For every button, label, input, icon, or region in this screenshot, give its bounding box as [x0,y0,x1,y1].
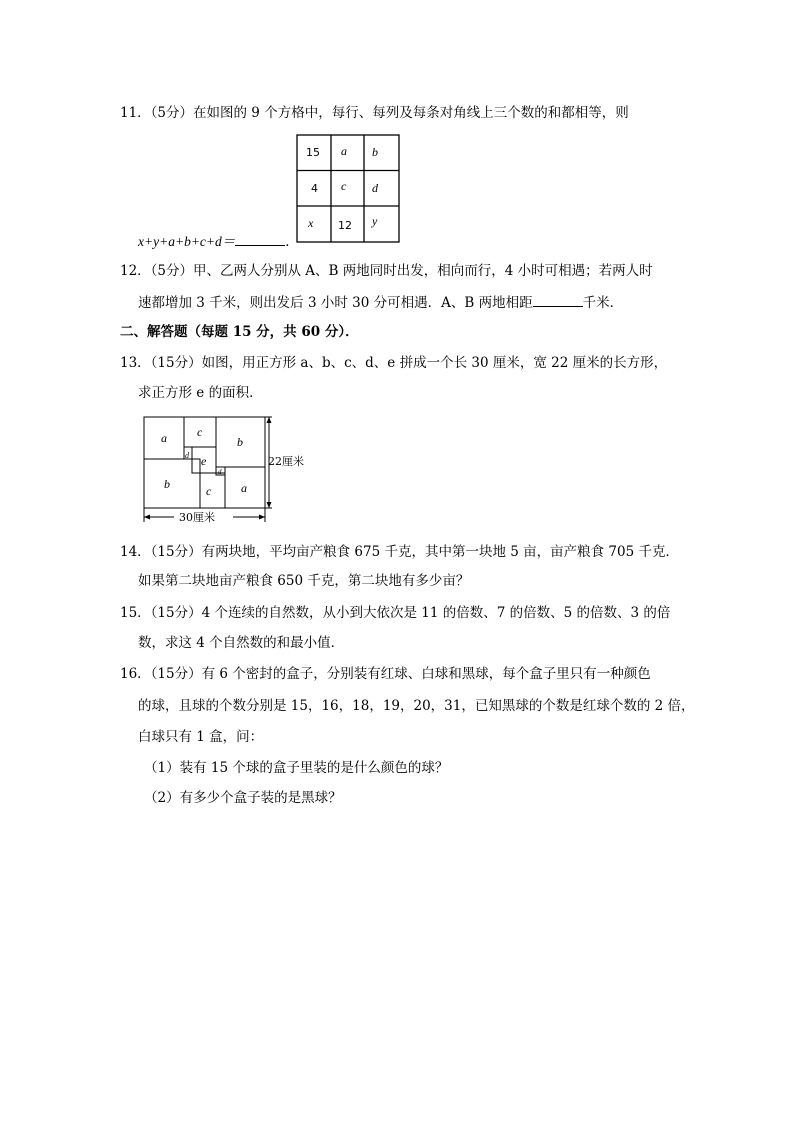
square-c-bottom-label: c [206,484,212,498]
q14-line1: 14．（15分）有两块地，平均亩产粮食 675 千克，其中第一块地 5 亩，亩产粮食 705 千克． [120,544,679,560]
square-d-lower-label: d [218,468,222,476]
q11-line2 [138,233,299,251]
q11-answer-blank[interactable] [235,233,285,246]
height-dimension-label: 22厘米 [268,455,304,468]
grid-cell-9: y [372,214,378,228]
square-a-bottom-label: a [241,481,247,495]
grid-cell-2: a [341,144,347,158]
square-e-label: e [201,454,207,468]
grid-cell-4: 4 [311,182,318,195]
q14-line2: 如果第二块地亩产粮食 650 千克，第二块地有多少亩？ [138,573,470,589]
q12-line2 [138,294,623,312]
grid-cell-1: 15 [306,146,320,159]
grid-cell-5: c [341,179,347,193]
q11-line1: 11．（5分）在如图的 9 个方格中，每行、每列及每条对角线上三个数的和都相等，则 [120,105,629,121]
q12-line2a: 速都增加 3 千米，则出发后 3 小时 30 分可相遇．A、B 两地相距 [138,295,533,311]
grid-cell-8: 12 [338,219,352,232]
grid-cell-6: d [372,181,378,195]
section-2-title: 二、解答题（每题 15 分，共 60 分）． [120,324,359,340]
q16-line1: 16．（15分）有 6 个密封的盒子，分别装有红球、白球和黑球，每个盒子里只有一种颜色 [120,666,651,682]
q16-sub1: （1）装有 15 个球的盒子里装的是什么颜色的球？ [144,760,449,776]
width-dimension-label: 30厘米 [179,511,215,524]
q16-sub2: （2）有多少个盒子装的是黑球？ [144,790,342,806]
q11-magic-square [296,134,400,244]
grid-cell-7: x [308,216,314,230]
q12-line1: 12．（5分）甲、乙两人分别从 A、B 两地同时出发，相向而行，4 小时可相遇；若两人时 [120,263,653,279]
q11-formula: x+y+a+b+c+d＝ [138,234,236,249]
square-a-top-label: a [161,431,167,445]
q16-line2: 的球，且球的个数分别是 15，16，18，19，20，31，已知黑球的个数是红球个数的 2 倍， [138,698,695,714]
q11-end: ． [285,234,299,250]
square-b-bottom-label: b [164,477,170,491]
q12-line2b: 千米． [582,295,624,311]
square-b-top-label: b [237,435,243,449]
square-c-top-label: c [197,425,203,439]
square-d-upper-label: d [185,451,189,460]
q16-line3: 白球只有 1 盒，问： [138,729,264,745]
q15-line1: 15．（15分）4 个连续的自然数，从小到大依次是 11 的倍数、7 的倍数、5 的倍数、3 的倍 [120,605,671,621]
q13-line1: 13．（15分）如图，用正方形 a、b、c、d、e 拼成一个长 30 厘米，宽 22 厘米的长方形， [120,355,668,371]
q12-answer-blank[interactable] [533,294,583,307]
q13-rectangle-figure [138,414,318,528]
grid-cell-3: b [372,145,378,159]
q15-line2: 数，求这 4 个自然数的和最小值． [138,635,345,651]
q13-line2: 求正方形 e 的面积． [138,385,263,401]
